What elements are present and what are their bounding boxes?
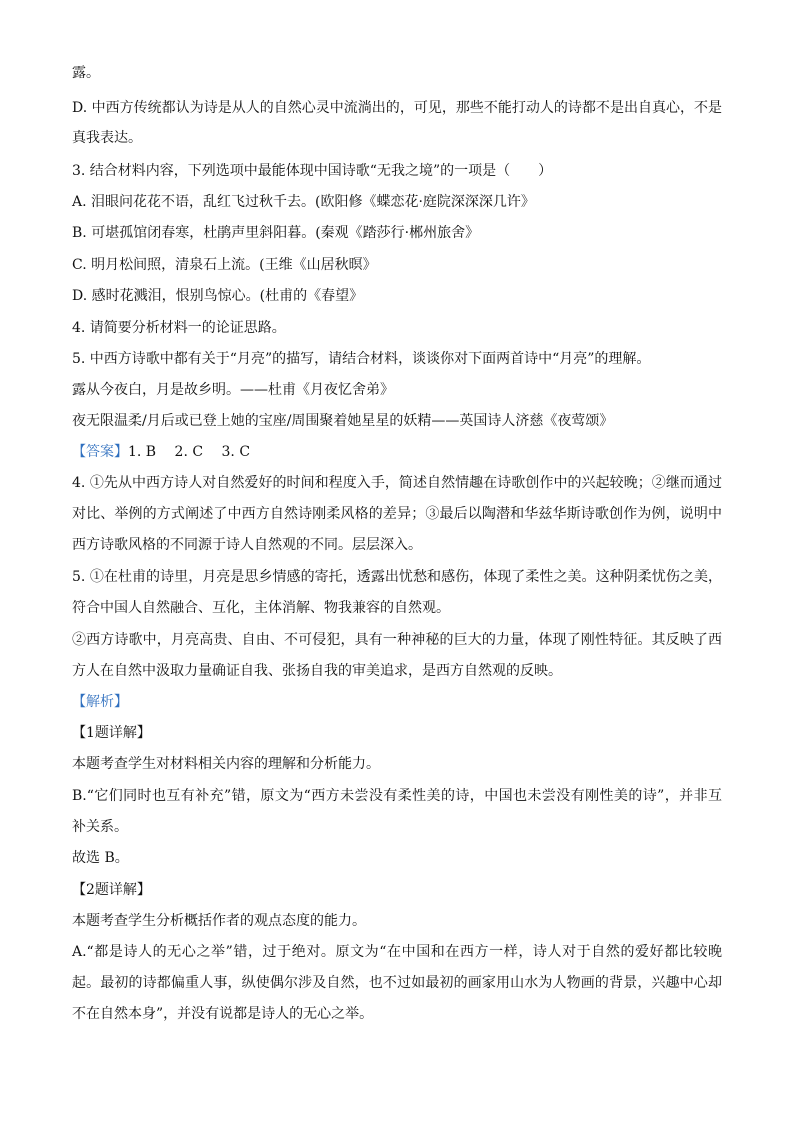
answer-text: 1. B 2. C 3. C bbox=[128, 444, 251, 460]
text-line: 起。最初的诗都偏重人事，纵使偶尔涉及自然，也不过如最初的画家用山水为人物画的背景，兴趣中心却 bbox=[72, 975, 722, 991]
text-line: B.“它们同时也互有补充”错，原文为“西方未尝没有柔性美的诗，中国也未尝没有刚性美的诗”，并非互 bbox=[72, 788, 722, 804]
question-4: 4. 请简要分析材料一的论证思路。 bbox=[72, 320, 286, 336]
question-3: 3. 结合材料内容，下列选项中最能体现中国诗歌“无我之境”的一项是（ ） bbox=[72, 163, 553, 179]
text-line: A.“都是诗人的无心之举”错，过于绝对。原文为“在中国和在西方一样，诗人对于自然的爱好都比较晚 bbox=[72, 944, 722, 960]
answer-line bbox=[72, 442, 722, 462]
analysis-label: 【解析】 bbox=[72, 694, 128, 710]
poem-du-fu: 露从今夜白，月是故乡明。——杜甫《月夜忆舍弟》 bbox=[72, 382, 394, 398]
text-line: 5. ①在杜甫的诗里，月亮是思乡情感的寄托，透露出忧愁和感伤，体现了柔性之美。这种阴柔忧伤之美， bbox=[72, 569, 722, 585]
option-c: C. 明月松间照，清泉石上流。(王维《山居秋暝》 bbox=[72, 257, 377, 273]
option-a: A. 泪眼问花花不语，乱红飞过秋千去。(欧阳修《蝶恋花·庭院深深深几许》 bbox=[72, 194, 535, 210]
text-line: 对比、举例的方式阐述了中西方自然诗刚柔风格的差异；③最后以陶潜和华兹华斯诗歌创作为例，说明中 bbox=[72, 506, 722, 522]
text-line: 不在自然本身”，并没有说都是诗人的无心之举。 bbox=[72, 1006, 374, 1022]
text-line: 本题考查学生分析概括作者的观点态度的能力。 bbox=[72, 913, 366, 929]
text-line: 本题考查学生对材料相关内容的理解和分析能力。 bbox=[72, 756, 380, 772]
section-heading: 【1题详解】 bbox=[72, 725, 151, 741]
text-line: 故选 B。 bbox=[72, 850, 129, 866]
text-line: 4. ①先从中西方诗人对自然爱好的时间和程度入手，简述自然情趣在诗歌创作中的兴起较晚；②继而通过 bbox=[72, 475, 722, 491]
option-d: D. 感时花溅泪，恨别鸟惊心。(杜甫的《春望》 bbox=[72, 288, 364, 304]
option-b: B. 可堪孤馆闭春寒，杜鹃声里斜阳暮。(秦观《踏莎行·郴州旅舍》 bbox=[72, 225, 480, 241]
text-line: 符合中国人自然融合、互化，主体消解、物我兼容的自然观。 bbox=[72, 600, 450, 616]
poem-keats: 夜无限温柔/月后或已登上她的宝座/周围聚着她星星的妖精——英国诗人济慈《夜莺颂》 bbox=[72, 413, 614, 429]
answer-label: 【答案】 bbox=[72, 444, 128, 460]
question-5: 5. 中西方诗歌中都有关于“月亮”的描写，请结合材料，谈谈你对下面两首诗中“月亮”的理解。 bbox=[72, 351, 651, 367]
text-line: 补关系。 bbox=[72, 819, 128, 835]
section-heading: 【2题详解】 bbox=[72, 882, 151, 898]
text-line: 西方诗歌风格的不同源于诗人自然观的不同。层层深入。 bbox=[72, 537, 422, 553]
text-line: D. 中西方传统都认为诗是从人的自然心灵中流淌出的，可见，那些不能打动人的诗都不是出自真心，不是 bbox=[72, 100, 722, 116]
text-line: ②西方诗歌中，月亮高贵、自由、不可侵犯，具有一种神秘的巨大的力量，体现了刚性特征。其反映了西 bbox=[72, 632, 722, 648]
text-line: 露。 bbox=[72, 65, 100, 81]
text-line: 真我表达。 bbox=[72, 130, 142, 146]
text-line: 方人在自然中汲取力量确证自我、张扬自我的审美追求，是西方自然观的反映。 bbox=[72, 663, 562, 679]
